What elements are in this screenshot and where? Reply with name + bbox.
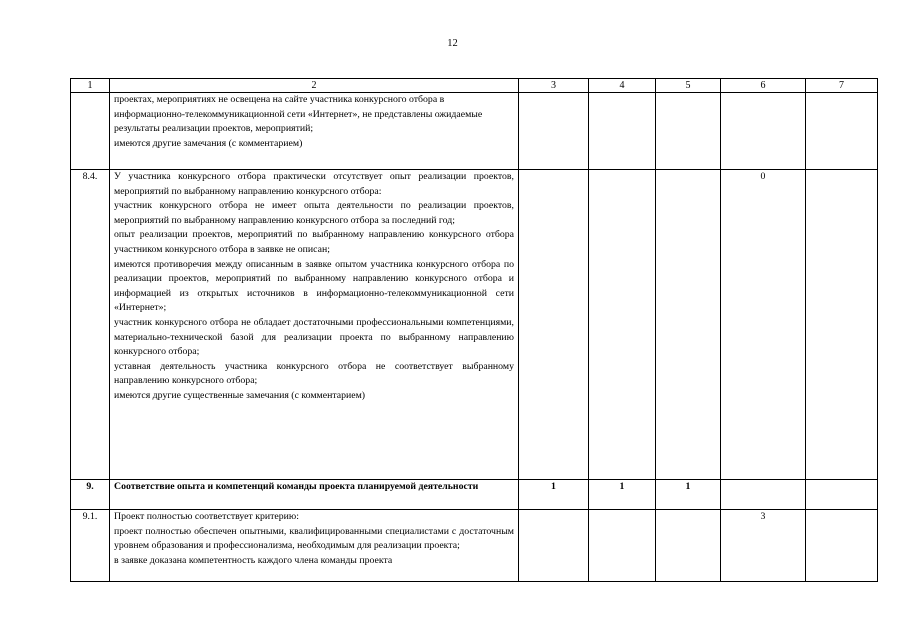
table-row xyxy=(71,170,878,480)
score-cell xyxy=(806,510,878,582)
description-line: опыт реализации проектов, мероприятий по выбранному направлению конкурсного отбора участником конкурсного отбора в заявке не описан; xyxy=(114,229,514,255)
table-header-row xyxy=(71,79,878,93)
score-cell: 0 xyxy=(721,170,806,480)
score-cell xyxy=(519,510,589,582)
score-cell xyxy=(806,480,878,510)
description-line: проект полностью обеспечен опытными, квалифицированными специалистами с достаточным уровнем образования и профессионализма, необходимым для реализации проекта; xyxy=(114,525,514,552)
score-cell: 1 xyxy=(519,480,589,510)
description-line: Проект полностью соответствует критерию: xyxy=(114,511,299,522)
score-cell xyxy=(721,480,806,510)
score-cell xyxy=(806,93,878,170)
description-line: У участника конкурсного отбора практически отсутствует опыт реализации проектов, мероприятий по выбранному направлению конкурсного отбора: xyxy=(114,171,514,197)
criterion-description xyxy=(110,170,519,480)
score-cell xyxy=(721,93,806,170)
score-cell xyxy=(806,170,878,480)
score-cell: 1 xyxy=(589,480,656,510)
description-line: участник конкурсного отбора не обладает достаточными профессиональными компетенциями, материально-технической базой для реализации проекта по выбранному направлению конкурсного отбора; xyxy=(114,316,514,358)
row-number: 9.1. xyxy=(71,510,110,582)
criterion-description xyxy=(110,510,519,582)
score-cell xyxy=(589,170,656,480)
row-number: 8.4. xyxy=(71,170,110,480)
column-number-5: 5 xyxy=(656,79,721,93)
column-number-3: 3 xyxy=(519,79,589,93)
score-cell xyxy=(656,93,721,170)
table-row-section xyxy=(71,480,878,510)
column-number-7: 7 xyxy=(806,79,878,93)
table-row xyxy=(71,93,878,170)
score-cell xyxy=(519,93,589,170)
score-cell: 3 xyxy=(721,510,806,582)
description-line: уставная деятельность участника конкурсного отбора не соответствует выбранному направлению конкурсного отбора; xyxy=(114,360,514,387)
score-cell xyxy=(589,93,656,170)
column-number-6: 6 xyxy=(721,79,806,93)
criteria-table xyxy=(70,78,878,582)
criterion-description xyxy=(110,93,519,170)
table-row xyxy=(71,510,878,582)
description-line: имеются другие замечания (с комментарием) xyxy=(114,137,303,149)
score-cell xyxy=(656,510,721,582)
score-cell xyxy=(589,510,656,582)
row-number xyxy=(71,93,110,170)
description-line: проектах, мероприятиях не освещена на сайте участника конкурсного отбора в информационно-телекоммуникационной сети «Интернет», не представлены ожидаемые результаты реализации проектов, мероприятий; xyxy=(114,94,483,135)
column-number-2: 2 xyxy=(110,79,519,93)
column-number-1: 1 xyxy=(71,79,110,93)
score-cell: 1 xyxy=(656,480,721,510)
description-line: участник конкурсного отбора не имеет опыта деятельности по реализации проектов, мероприятий по выбранному направлению конкурсного отбора за последний год; xyxy=(114,200,514,226)
page-number: 12 xyxy=(447,38,458,49)
description-line: имеются противоречия между описанным в заявке опытом участника конкурсного отбора по реализации проектов, мероприятий по выбранному направлению конкурсного отбора и информацией из открытых источников в информационно-телекоммуникационной сети «Интернет»; xyxy=(114,258,514,314)
score-cell xyxy=(656,170,721,480)
row-number: 9. xyxy=(71,480,110,510)
section-title: Соответствие опыта и компетенций команды проекта планируемой деятельности xyxy=(110,480,519,510)
score-cell xyxy=(519,170,589,480)
column-number-4: 4 xyxy=(589,79,656,93)
description-line: в заявке доказана компетентность каждого члена команды проекта xyxy=(114,554,393,566)
description-line: имеются другие существенные замечания (с комментарием) xyxy=(114,389,366,401)
